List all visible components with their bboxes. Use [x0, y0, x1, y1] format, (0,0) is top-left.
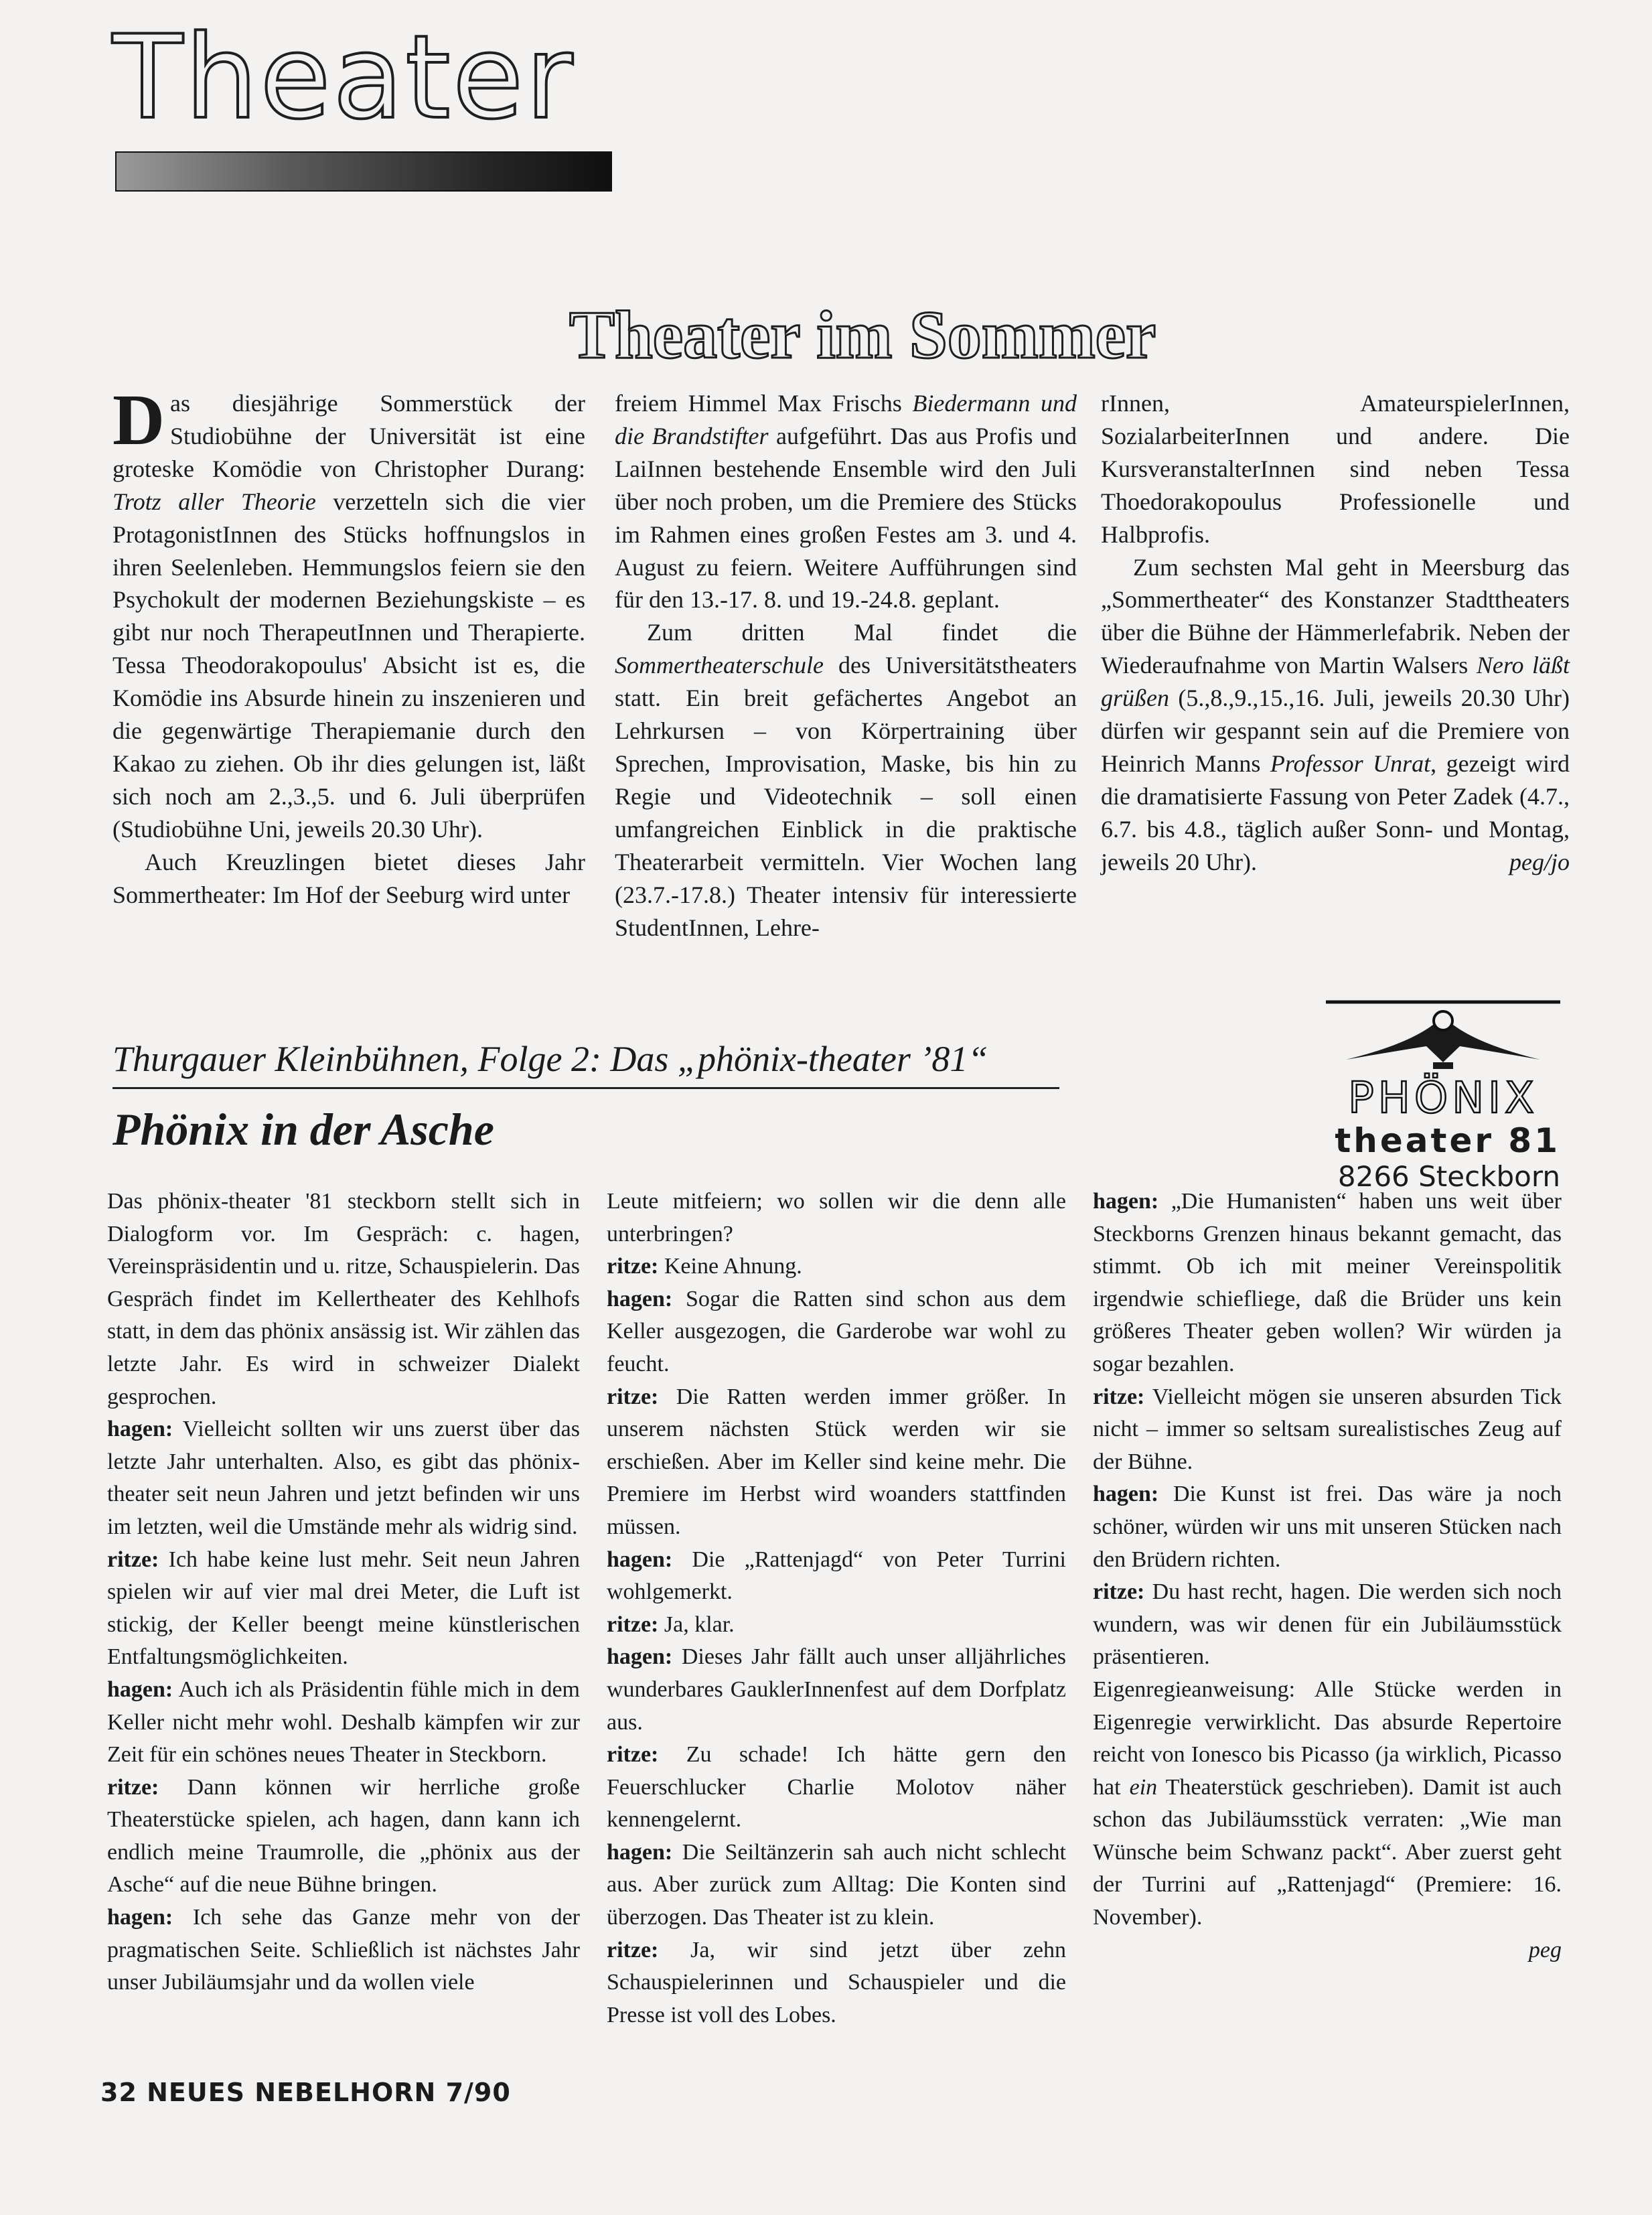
article2-column-1	[107, 1186, 580, 1999]
dialog-line: ritze: Vielleicht mögen sie unseren absurden Tick nicht – immer so seltsam surealistisches Zeug auf der Bühne.	[1093, 1384, 1562, 1474]
section-title: Theater	[112, 10, 575, 145]
dialog-line: hagen: „Die Humanisten“ haben uns weit über Steckborns Grenzen hinaus bekannt gemacht, das stimmt. Ob ich mit meiner Vereinspolitik irgendwie schiefliege, daß die Brüder uns kein größeres Theater geben wollen? Wir würden ja sogar bezahlen.	[1093, 1189, 1562, 1376]
dialog-line: ritze: Du hast recht, hagen. Die werden sich noch wundern, was wir denen für ein Jubiläumsstück präsentieren.	[1093, 1579, 1562, 1670]
dropcap: D	[112, 380, 165, 460]
article2-signature: peg	[1528, 1937, 1562, 1962]
dialog-line: hagen: Vielleicht sollten wir uns zuerst über das letzte Jahr unterhalten. Also, es gibt das phönix-theater seit neun Jahren und jetzt befinden wir uns im letzten, weil die Umstände mehr als widrig sind.	[107, 1417, 580, 1539]
dialog-line: hagen: Die Kunst ist frei. Das wäre ja noch schöner, würden wir uns mit unseren Stücken nach den Brüdern richten.	[1093, 1482, 1562, 1572]
article1-column-1	[112, 380, 585, 912]
logo-subtitle: theater 81	[1335, 1121, 1560, 1160]
article2-paragraph: Das phönix-theater '81 steckborn stellt sich in Dialogform vor. Im Gespräch: c. hagen, Vereinspräsidentin und u. ritze, Schauspielerin. Das Gespräch findet im Kellertheater des Kehlhofs statt, in dem das phönix ansässig ist. Wir zählen das letzte Jahr. Es wird in schweizer Dialekt gesprochen.	[107, 1189, 580, 1409]
phoenix-bird-icon	[1326, 998, 1560, 1072]
article2-column-2	[607, 1186, 1066, 2031]
article1-paragraph: Zum dritten Mal findet die Sommertheaterschule des Universitätstheaters statt. Ein breit gefächertes Angebot an Lehrkursen – von Körpertraining über Sprechen, Improvisation, Maske, bis hin zu Regie und Videotechnik – soll einen umfangreichen Einblick in die praktische Theaterarbeit vermitteln. Vier Wochen lang (23.7.-17.8.) Theater intensiv für interessierte StudentInnen, Lehre-	[615, 619, 1077, 941]
dialog-line: hagen: Auch ich als Präsidentin fühle mich in dem Keller nicht mehr wohl. Deshalb kämpfen wir zur Zeit für ein schönes neues Theater in Steckborn.	[107, 1676, 580, 1768]
logo-city: 8266 Steckborn	[1337, 1160, 1560, 1193]
dialog-line: hagen: Die Seiltänzerin sah auch nicht schlecht aus. Aber zurück zum Alltag: Die Konten sind überzogen. Das Theater ist zu klein.	[607, 1839, 1066, 1930]
page-footer: 32 NEUES NEBELHORN 7/90	[100, 2078, 511, 2107]
logo-name: PHÖNIX	[1348, 1074, 1538, 1123]
dialog-line: ritze: Ja, wir sind jetzt über zehn Schauspielerinnen und Schauspieler und die Presse ist voll des Lobes.	[607, 1937, 1066, 2027]
article1-paragraph: freiem Himmel Max Frischs Biedermann und die Brandstifter aufgeführt. Das aus Profis und LaiInnen bestehende Ensemble wird den Juli über noch proben, um die Premiere des Stücks im Rahmen eines großen Festes am 3. und 4. August zu feiern. Weitere Aufführungen sind für den 13.-17. 8. und 19.-24.8. geplant.	[615, 390, 1077, 614]
article1-paragraph: Auch Kreuzlingen bietet dieses Jahr Sommertheater: Im Hof der Seeburg wird unter	[112, 848, 585, 908]
article1-paragraph: Zum sechsten Mal geht in Meersburg das „Sommertheater“ des Konstanzer Stadttheaters über die Bühne der Hämmerlefabrik. Neben der Wiederaufnahme von Martin Walsers Nero läßt grüßen (5.,8.,9.,15.,16. Juli, jeweils 20.30 Uhr) dürfen wir gespannt sein auf die Premiere von Heinrich Manns Professor Unrat, gezeigt wird die dramatisierte Fassung von Peter Zadek (4.7., 6.7. bis 4.8., täglich außer Sonn- und Montag, jeweils 20 Uhr).	[1101, 553, 1570, 875]
dialog-line: ritze: Ich habe keine lust mehr. Seit neun Jahren spielen wir auf vier mal drei Meter, die Luft ist stickig, der Keller beengt meine künstlerischen Entfaltungsmöglichkeiten.	[107, 1547, 580, 1670]
article1-column-2	[615, 387, 1077, 944]
article1-paragraph: Das diesjährige Sommerstück der Studiobühne der Universität ist eine groteske Komödie von Christopher Durang: Trotz aller Theorie verzetteln sich die vier ProtagonistInnen des Stücks hoffnungslos in ihren Seelenleben. Hemmungslos feiern sie den Psychokult der modernen Beziehungskiste – es gibt nur noch TherapeutInnen und Therapierte. Tessa Theodorakopoulus' Absicht ist es, die Komödie ins Absurde hinein zu inszenieren und die gegenwärtige Therapiemanie durch den Kakao zu ziehen. Ob ihr dies gelungen ist, läßt sich noch am 2.,3.,5. und 6. Juli überprüfen (Studiobühne Uni, jeweils 20.30 Uhr).	[112, 380, 585, 843]
article1-column-3	[1101, 387, 1570, 879]
dialog-line: ritze: Die Ratten werden immer größer. In unserem nächsten Stück werden wir sie erschießen. Aber im Keller sind keine mehr. Die Premiere im Herbst wird woanders stattfinden müssen.	[607, 1384, 1066, 1539]
dialog-line: Leute mitfeiern; wo sollen wir die denn alle unterbringen?	[607, 1189, 1066, 1246]
article1-signature: peg/jo	[1509, 848, 1570, 875]
dialog-line: ritze: Keine Ahnung.	[607, 1254, 802, 1279]
dialog-line: hagen: Ich sehe das Ganze mehr von der pragmatischen Seite. Schließlich ist nächstes Jahr unser Jubiläumsjahr und da wollen viele	[107, 1905, 580, 1995]
phoenix-logo	[1326, 998, 1560, 1193]
kicker-rule	[112, 1087, 1059, 1089]
dialog-line: ritze: Dann können wir herrliche große Theaterstücke spielen, ach hagen, dann kann ich endlich meine Traumrolle, die „phönix aus der Asche“ auf die neue Bühne bringen.	[107, 1774, 580, 1898]
article2-paragraph: Eigenregieanweisung: Alle Stücke werden in Eigenregie verwirklicht. Das absurde Repertoire reicht von Ionesco bis Picasso (ja wirklich, Picasso hat ein Theaterstück geschrieben). Damit ist auch schon das Jubiläumsstück verraten: „Wie man Wünsche beim Schwanz packt“. Aber zuerst geht der Turrini auf „Rattenjagd“ (Premiere: 16. November).	[1093, 1676, 1562, 1930]
dialog-line: hagen: Sogar die Ratten sind schon aus dem Keller ausgezogen, die Garderobe war wohl zu feucht.	[607, 1286, 1066, 1376]
article2-kicker: Thurgauer Kleinbühnen, Folge 2: Das „phönix-theater ’81“	[112, 1039, 988, 1079]
section-bar	[115, 151, 612, 192]
article2-headline: Phönix in der Asche	[112, 1104, 494, 1155]
dialog-line: ritze: Zu schade! Ich hätte gern den Feuerschlucker Charlie Molotov näher kennengelernt.	[607, 1742, 1066, 1833]
dialog-line: hagen: Dieses Jahr fällt auch unser alljährliches wunderbares GauklerInnenfest auf dem Dorfplatz aus.	[607, 1644, 1066, 1735]
article2-column-3	[1093, 1186, 1562, 1967]
dialog-line: hagen: Die „Rattenjagd“ von Peter Turrini wohlgemerkt.	[607, 1547, 1066, 1605]
article1-paragraph: rInnen, AmateurspielerInnen, SozialarbeiterInnen und andere. Die KursveranstalterInnen sind neben Tessa Thoedorakopoulus Professionelle und Halbprofis.	[1101, 390, 1570, 548]
article1-headline: Theater im Sommer	[569, 297, 1156, 373]
dialog-line: ritze: Ja, klar.	[607, 1612, 735, 1637]
